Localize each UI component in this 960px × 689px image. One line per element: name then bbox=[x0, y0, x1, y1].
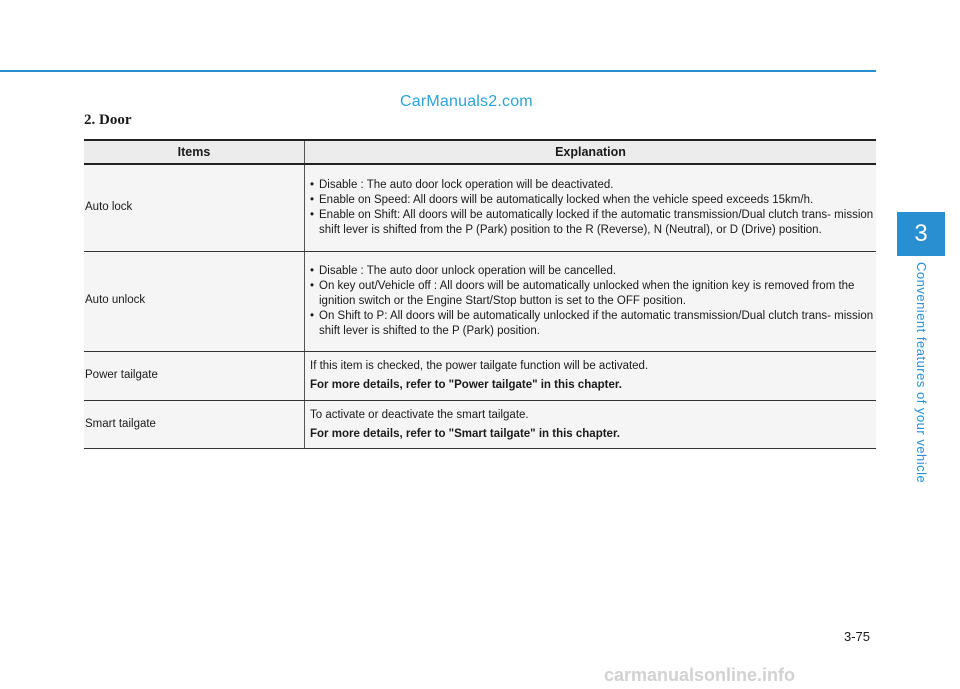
chapter-tab: 3 bbox=[897, 212, 945, 256]
door-settings-table bbox=[84, 139, 876, 449]
explanation-text: To activate or deactivate the smart tailgate. bbox=[310, 408, 529, 421]
table-row bbox=[84, 251, 876, 351]
top-rule bbox=[0, 70, 876, 72]
header-explanation: Explanation bbox=[305, 140, 877, 164]
chapter-title: Convenient features of your vehicle bbox=[914, 262, 929, 484]
header-items: Items bbox=[84, 140, 305, 164]
table-header-row bbox=[84, 140, 876, 164]
item-auto-unlock: Auto unlock bbox=[84, 251, 305, 351]
explanation-power-tailgate bbox=[305, 351, 877, 400]
explanation-smart-tailgate bbox=[305, 400, 877, 448]
watermark-bottom[interactable]: carmanualsonline.info bbox=[604, 665, 796, 685]
bullet: • Disable : The auto door unlock operation will be cancelled. bbox=[310, 264, 874, 279]
bullet: • Disable : The auto door lock operation will be deactivated. bbox=[310, 178, 874, 193]
table-row bbox=[84, 164, 876, 251]
bullet: • On key out/Vehicle off : All doors will be automatically unlocked when the ignition key is removed from the ignition switch or the Engine Start/Stop button is set to the OFF position. bbox=[310, 279, 874, 309]
bullet: • Enable on Speed: All doors will be automatically locked when the vehicle speed exceeds 15km/h. bbox=[310, 193, 874, 208]
watermark-top[interactable]: CarManuals2.com bbox=[400, 93, 533, 110]
section-title: 2. Door bbox=[84, 112, 132, 128]
item-power-tailgate: Power tailgate bbox=[84, 351, 305, 400]
explanation-auto-unlock bbox=[305, 251, 877, 351]
reference-note: For more details, refer to "Power tailgate" in this chapter. bbox=[310, 379, 622, 391]
reference-note: For more details, refer to "Smart tailgate" in this chapter. bbox=[310, 427, 620, 440]
item-auto-lock: Auto lock bbox=[84, 164, 305, 251]
table-row bbox=[84, 351, 876, 400]
page-number: 3-75 bbox=[844, 629, 871, 644]
bullet: • On Shift to P: All doors will be automatically unlocked if the automatic transmission/Dual clutch trans- mission shift lever is shifted to the P (Park) position. bbox=[310, 309, 874, 339]
explanation-auto-lock bbox=[305, 164, 877, 251]
explanation-text: If this item is checked, the power tailgate function will be activated. bbox=[310, 359, 649, 372]
table-row bbox=[84, 400, 876, 448]
item-smart-tailgate: Smart tailgate bbox=[84, 400, 305, 448]
bullet: • Enable on Shift: All doors will be automatically locked if the automatic transmission/Dual clutch trans- mission shift lever is shifted from the P (Park) position to the R (Reverse), N (Neutral), or D (Drive) position. bbox=[310, 208, 874, 238]
